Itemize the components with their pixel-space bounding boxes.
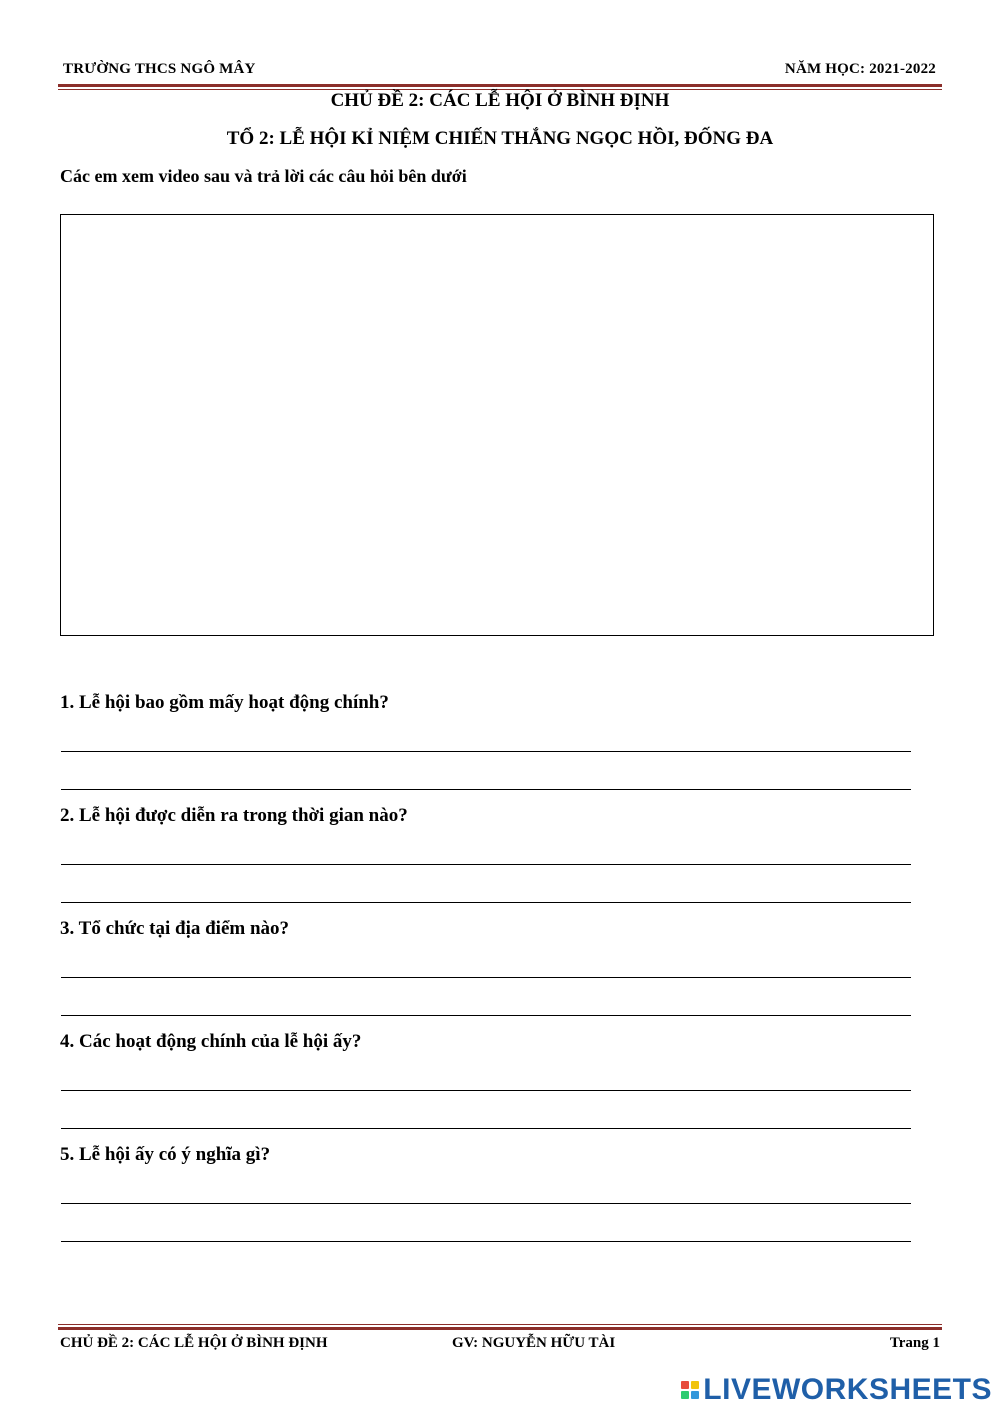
video-frame[interactable] xyxy=(60,214,934,636)
footer-rule-thick xyxy=(58,1327,942,1330)
answer-line[interactable] xyxy=(61,1015,911,1016)
school-year: NĂM HỌC: 2021-2022 xyxy=(784,61,936,77)
header-rule-thick xyxy=(58,84,942,87)
footer-page-number: Trang 1 xyxy=(889,1335,940,1351)
answer-line[interactable] xyxy=(61,1128,911,1129)
question-2: 2. Lễ hội được diễn ra trong thời gian nào? xyxy=(60,805,408,826)
answer-line[interactable] xyxy=(61,1090,911,1091)
answer-line[interactable] xyxy=(61,902,911,903)
school-name: TRƯỜNG THCS NGÔ MÂY xyxy=(63,61,256,77)
question-4: 4. Các hoạt động chính của lễ hội ấy? xyxy=(60,1031,362,1052)
footer-rule-thin xyxy=(58,1324,942,1325)
answer-line[interactable] xyxy=(61,977,911,978)
liveworksheets-brand[interactable] xyxy=(681,1373,992,1407)
liveworksheets-logo-icon xyxy=(681,1381,699,1399)
question-3: 3. Tổ chức tại địa điểm nào? xyxy=(60,918,290,939)
question-1: 1. Lễ hội bao gồm mấy hoạt động chính? xyxy=(60,692,389,713)
answer-line[interactable] xyxy=(61,751,911,752)
answer-line[interactable] xyxy=(61,1241,911,1242)
footer-topic: CHỦ ĐỀ 2: CÁC LỄ HỘI Ở BÌNH ĐỊNH xyxy=(60,1335,328,1351)
answer-line[interactable] xyxy=(61,1203,911,1204)
answer-line[interactable] xyxy=(61,864,911,865)
question-5: 5. Lễ hội ấy có ý nghĩa gì? xyxy=(60,1144,271,1165)
group-title: TỔ 2: LỄ HỘI KỈ NIỆM CHIẾN THẮNG NGỌC HỒI, ĐỐNG ĐA xyxy=(226,128,774,149)
answer-line[interactable] xyxy=(61,789,911,790)
topic-title: CHỦ ĐỀ 2: CÁC LỄ HỘI Ở BÌNH ĐỊNH xyxy=(330,90,670,111)
brand-name: LIVEWORKSHEETS xyxy=(703,1373,992,1406)
instruction-text: Các em xem video sau và trả lời các câu hỏi bên dưới xyxy=(60,166,467,186)
footer-teacher: GV: NGUYỄN HỮU TÀI xyxy=(452,1335,616,1351)
